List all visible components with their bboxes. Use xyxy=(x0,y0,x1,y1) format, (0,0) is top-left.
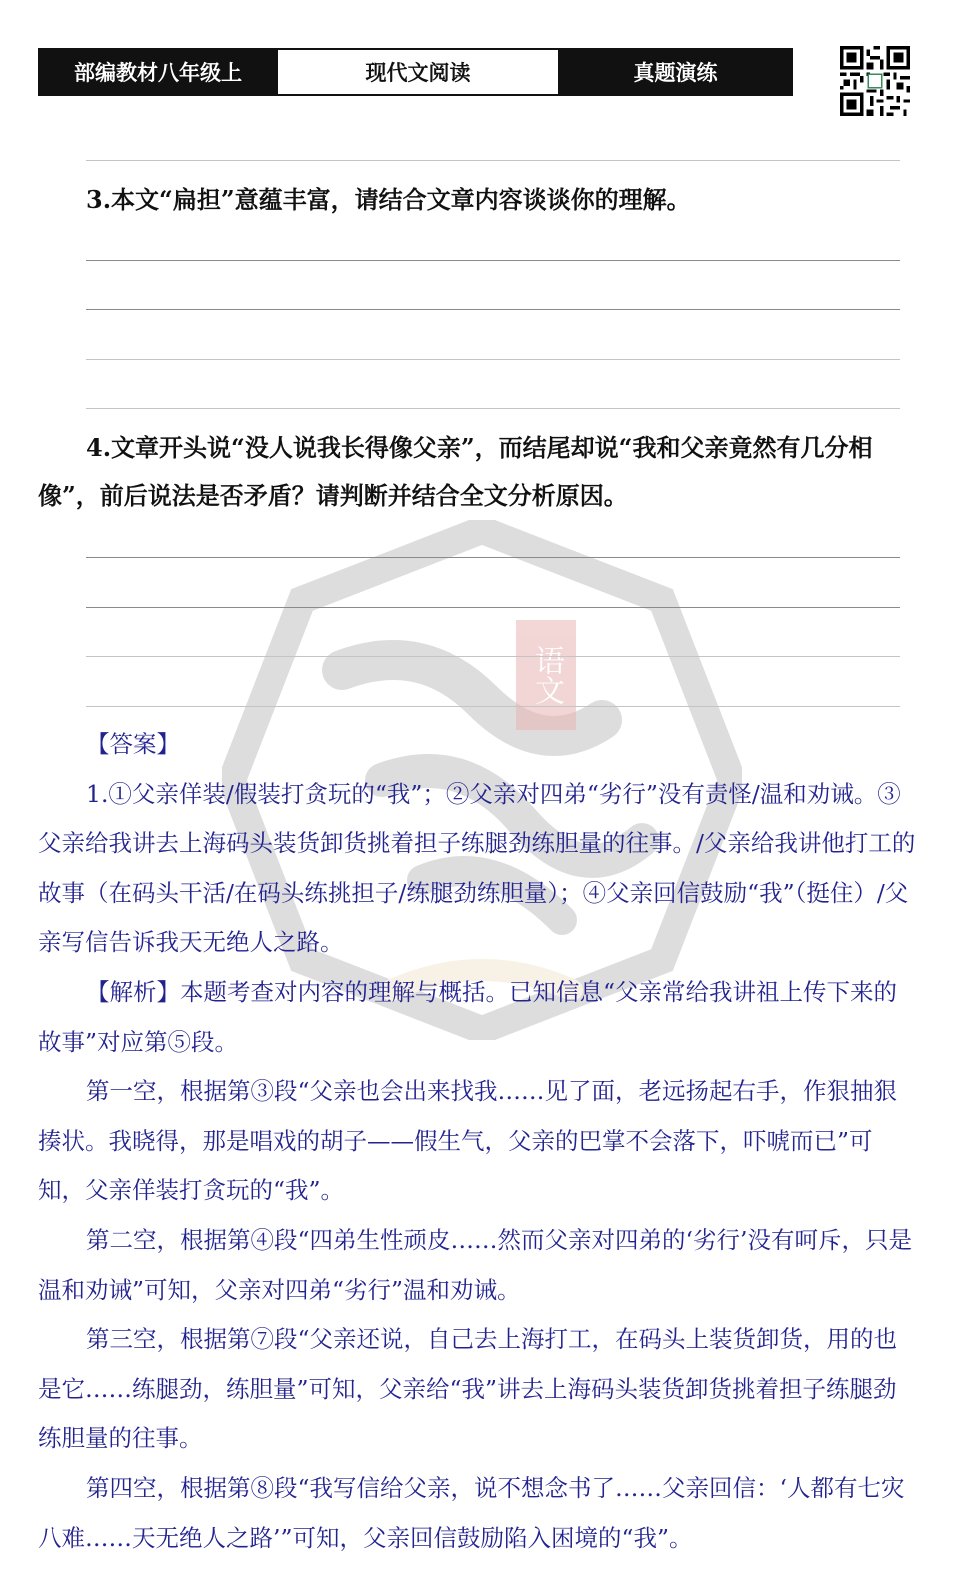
analysis-paragraph xyxy=(38,968,918,1067)
seal-stamp: 语文 xyxy=(516,620,576,730)
separator-line xyxy=(86,160,900,161)
analysis-label: 【解析】 xyxy=(86,977,180,1006)
analysis-blank-2: 第二空，根据第④段“四弟生性顽皮……然而父亲对四弟的‘劣行’没有呵斥，只是温和劝诫”可知，父亲对四弟“劣行”温和劝诫。 xyxy=(38,1225,912,1304)
header-bar xyxy=(38,48,793,96)
analysis-text: 本题考查对内容的理解与概括。已知信息“父亲常给我讲祖上传下来的故事”对应第⑤段。 xyxy=(38,977,898,1056)
answer-section xyxy=(38,720,918,1563)
answer-line[interactable] xyxy=(86,359,900,360)
answer-line[interactable] xyxy=(86,408,900,409)
answer-item-1: 1.①父亲佯装/假装打贪玩的“我”；②父亲对四弟“劣行”没有责怪/温和劝诫。③父亲给我讲去上海码头装货卸货挑着担子练腿劲练胆量的往事。/父亲给我讲他打工的故事（在码头干活/在码头练挑担子/练腿劲练胆量）；④父亲回信鼓励“我”（挺住）/父亲写信告诉我天无绝人之路。 xyxy=(38,779,916,957)
analysis-blank-3: 第三空，根据第⑦段“父亲还说，自己去上海打工，在码头上装货卸货，用的也是它……练腿劲，练胆量”可知，父亲给“我”讲去上海码头装货卸货挑着担子练腿劲练胆量的往事。 xyxy=(38,1325,898,1453)
question-3: 3.本文“扁担”意蕴丰富，请结合文章内容谈谈你的理解。 xyxy=(86,185,691,214)
answer-line[interactable] xyxy=(86,260,900,261)
header-topic-label: 现代文阅读 xyxy=(276,50,560,94)
answer-line[interactable] xyxy=(86,706,900,707)
answer-line[interactable] xyxy=(86,309,900,310)
analysis-blank-4: 第四空，根据第⑧段“我写信给父亲，说不想念书了……父亲回信：‘人都有七灾八难……天无绝人之路’”可知，父亲回信鼓励陷入困境的“我”。 xyxy=(38,1473,905,1552)
header-grade-label: 部编教材八年级上 xyxy=(40,50,276,94)
header-section-label: 真题演练 xyxy=(560,50,791,94)
analysis-blank-1: 第一空，根据第③段“父亲也会出来找我……见了面，老远扬起右手，作狠抽狠揍状。我晓得，那是唱戏的胡子——假生气，父亲的巴掌不会落下，吓唬而已”可知，父亲佯装打贪玩的“我”。 xyxy=(38,1077,898,1205)
answer-line[interactable] xyxy=(86,607,900,608)
question-4: 4.文章开头说“没人说我长得像父亲”，而结尾却说“我和父亲竟然有几分相像”，前后说法是否矛盾？请判断并结合全文分析原因。 xyxy=(38,433,873,510)
qr-code-icon xyxy=(840,46,910,116)
answer-label: 【答案】 xyxy=(86,730,180,758)
answer-line[interactable] xyxy=(86,656,900,657)
answer-line[interactable] xyxy=(86,557,900,558)
